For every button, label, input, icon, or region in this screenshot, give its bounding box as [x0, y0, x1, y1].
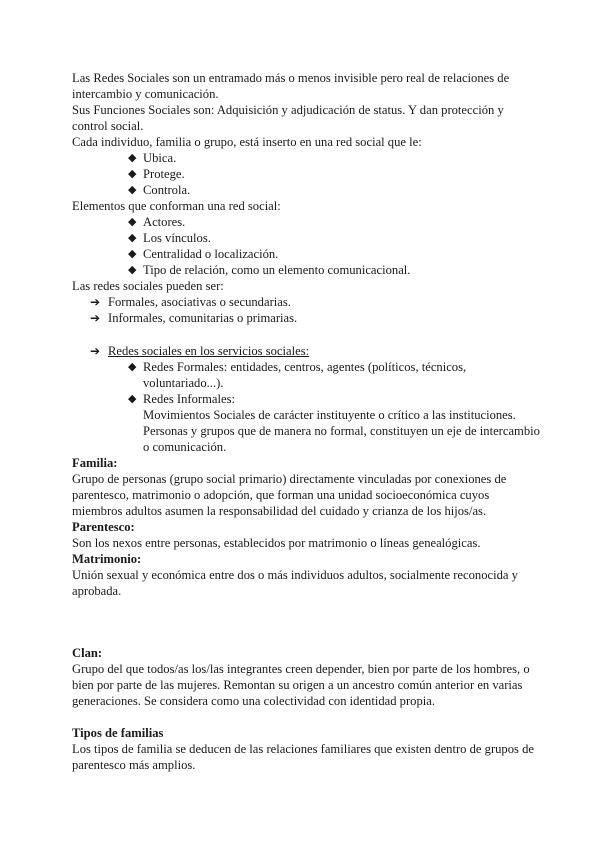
list-item: ◆ Centralidad o localización.: [128, 247, 279, 261]
diamond-bullet-icon: ◆: [128, 393, 137, 405]
functions-paragraph: Sus Funciones Sociales son: Adquisición y adjudicación de status. Y dan protección y control social.: [72, 103, 504, 133]
list-item: ◆ Redes Informales:: [128, 392, 235, 406]
list-item: ◆ Los vínculos.: [128, 231, 211, 245]
list-ubica: [72, 150, 542, 198]
matrimonio-text: Unión sexual y económica entre dos o más individuos adultos, socialmente reconocida y aprobada.: [72, 568, 518, 598]
clan-heading: Clan:: [72, 646, 103, 660]
list-item: ➔ Informales, comunitarias o primarias.: [90, 311, 298, 325]
list-item: ◆ Actores.: [128, 215, 186, 229]
tipos-heading: Tipos de familias: [72, 726, 164, 740]
diamond-bullet-icon: ◆: [128, 152, 137, 164]
list-item: ➔ Redes sociales en los servicios sociales:: [90, 344, 310, 358]
parentesco-text: Son los nexos entre personas, establecidos por matrimonio o líneas genealógicas.: [72, 536, 481, 550]
list-item: ➔ Formales, asociativas o secundarias.: [90, 295, 291, 309]
list-item: ◆ Tipo de relación, como un elemento comunicacional.: [128, 263, 411, 277]
familia-text: Grupo de personas (grupo social primario) directamente vinculadas por conexiones de parentesco, matrimonio o adopción, que forman una unidad socioeconómica cuyos miembros adultos asumen la responsabilidad del cuidado y crianza de los hijos/as.: [72, 472, 507, 518]
list-services: [72, 343, 542, 455]
arrow-bullet-icon: ➔: [90, 311, 101, 325]
types-paragraph: Las redes sociales pueden ser:: [72, 279, 224, 293]
diamond-bullet-icon: ◆: [128, 361, 137, 373]
individual-paragraph: Cada individuo, familia o grupo, está inserto en una red social que le:: [72, 135, 422, 149]
list-item: ◆ Protege.: [128, 167, 185, 181]
clan-text: Grupo del que todos/as los/las integrantes creen depender, bien por parte de los hombres, o bien por parte de las mujeres. Remontan su origen a un ancestro común anterior en varias generaciones. Se considera como una colectividad con identidad propia.: [72, 662, 530, 708]
document-page: [72, 70, 542, 773]
diamond-bullet-icon: ◆: [128, 232, 137, 244]
diamond-bullet-icon: ◆: [128, 264, 137, 276]
diamond-bullet-icon: ◆: [128, 216, 137, 228]
parentesco-heading: Parentesco:: [72, 520, 135, 534]
arrow-bullet-icon: ➔: [90, 295, 101, 309]
list-types: [72, 294, 542, 326]
diamond-bullet-icon: ◆: [128, 248, 137, 260]
arrow-bullet-icon: ➔: [90, 344, 101, 358]
diamond-bullet-icon: ◆: [128, 168, 137, 180]
list-item-continuation: Movimientos Sociales de carácter instituyente o crítico a las instituciones. Personas y grupos que de manera no formal, constituyen un eje de intercambio o comunicación.: [143, 408, 540, 454]
tipos-text: Los tipos de familia se deducen de las relaciones familiares que existen dentro de grupos de parentesco más amplios.: [72, 742, 534, 772]
list-elements: [72, 214, 542, 278]
familia-heading: Familia:: [72, 456, 118, 470]
intro-paragraph: Las Redes Sociales son un entramado más o menos invisible pero real de relaciones de intercambio y comunicación.: [72, 71, 510, 101]
matrimonio-heading: Matrimonio:: [72, 552, 142, 566]
list-item: ◆ Ubica.: [128, 151, 177, 165]
elements-paragraph: Elementos que conforman una red social:: [72, 199, 281, 213]
diamond-bullet-icon: ◆: [128, 184, 137, 196]
list-item: ◆ Redes Formales: entidades, centros, agentes (políticos, técnicos, voluntariado...).: [128, 360, 467, 390]
list-item: ◆ Controla.: [128, 183, 191, 197]
